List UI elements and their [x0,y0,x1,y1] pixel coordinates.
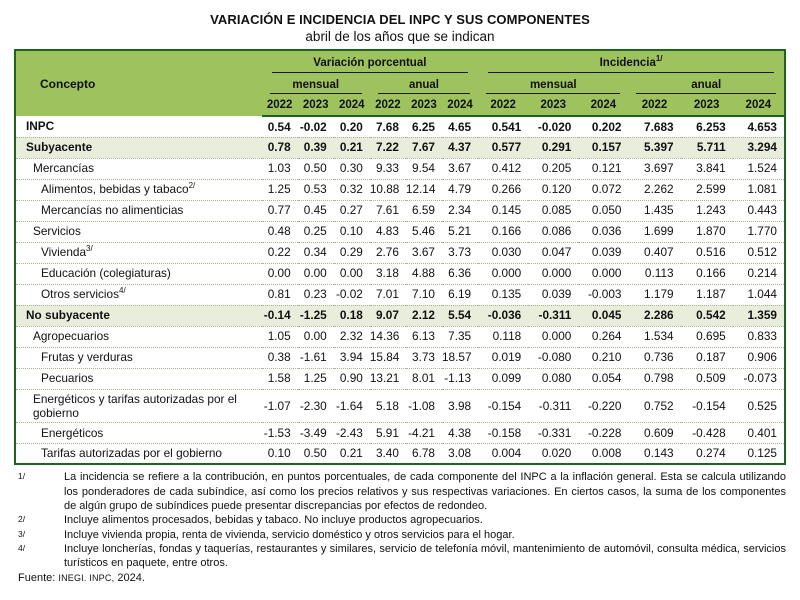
cell-value: 2.32 [334,326,370,347]
cell-value: 0.21 [334,137,370,158]
cell-value: -0.311 [528,389,578,422]
cell-value: 1.081 [733,179,785,200]
cell-value: 0.90 [334,368,370,389]
table-row [15,263,785,284]
cell-value: 0.264 [578,326,628,347]
concept-label: Pecuarios [41,371,94,386]
cell-value: 0.166 [681,263,733,284]
cell-value: 3.73 [442,242,478,263]
source-year: 2024. [117,572,145,585]
concept-label: Alimentos, bebidas y tabaco [41,182,189,197]
cell-value: 0.81 [262,284,298,305]
cell-value: 0.38 [262,347,298,368]
cell-value: 0.039 [578,242,628,263]
cell-value: 0.113 [628,263,680,284]
cell-value: 1.05 [262,326,298,347]
concept-label: Frutas y verduras [41,350,133,365]
cell-value: 0.752 [628,389,680,422]
year-header: 2024 [578,95,628,116]
cell-value: -0.220 [578,389,628,422]
cell-value: 0.019 [478,347,528,368]
cell-value: 0.187 [681,347,733,368]
cell-value: -0.073 [733,368,785,389]
cell-value: 7.01 [370,284,406,305]
cell-value: 0.202 [591,119,622,134]
cell-value: -0.02 [299,119,327,134]
cell-value: -0.158 [478,422,528,443]
cell-value: 7.683 [644,119,674,134]
cell-value: 2.76 [370,242,406,263]
year-header: 2023 [298,95,334,116]
year-header: 2023 [406,95,442,116]
footnote-marker: 1/ [18,471,26,482]
subgroup-header-mensual-variacion: mensual [262,74,370,95]
cell-value: 0.047 [528,242,578,263]
table-row [15,242,785,263]
row-concept [15,137,262,158]
cell-value: 10.88 [370,179,406,200]
cell-value: 0.18 [334,305,370,326]
cell-value: 5.54 [442,305,478,326]
cell-value: 6.78 [406,443,442,464]
cell-value: 4.83 [370,221,406,242]
concept-label: Energéticos y tarifas autorizadas por el gobierno [33,391,237,420]
cell-value: 7.35 [442,326,478,347]
cell-value: 1.435 [628,200,680,221]
concept-footnote-marker: 4/ [119,286,126,296]
table-row [15,179,785,200]
group-header-variacion [262,50,479,74]
cell-value: 5.91 [370,422,406,443]
cell-value: 0.833 [733,326,785,347]
cell-value: -0.003 [578,284,628,305]
cell-value: -1.13 [442,368,478,389]
footnotes [14,470,786,585]
cell-value: 0.798 [628,368,680,389]
cell-value: 0.000 [528,263,578,284]
year-header: 2023 [528,95,578,116]
cell-value: 3.98 [442,389,478,422]
cell-value: 0.118 [478,326,528,347]
cell-value: 1.870 [681,221,733,242]
cell-value: 0.401 [733,422,785,443]
cell-value: 7.68 [375,119,399,134]
cell-value: 7.67 [406,137,442,158]
cell-value: 8.01 [406,368,442,389]
row-concept [15,305,262,326]
table-row [15,200,785,221]
cell-value: -0.020 [537,119,572,134]
row-concept [15,158,262,179]
cell-value: -0.331 [528,422,578,443]
cell-value: 0.274 [681,443,733,464]
cell-value: 2.34 [442,200,478,221]
concept-label: Mercancías no alimenticias [41,203,184,218]
cell-value: 0.205 [528,158,578,179]
cell-value: 4.79 [442,179,478,200]
cell-value: 0.00 [262,263,298,284]
cell-value: 6.25 [412,119,435,134]
row-concept [15,284,262,305]
cell-value: 0.609 [628,422,680,443]
cell-value: 2.599 [681,179,733,200]
table-header [15,50,785,116]
cell-value: 0.045 [578,305,628,326]
cell-value: 0.541 [491,119,522,134]
cell-value: 6.59 [406,200,442,221]
cell-value: 0.135 [478,284,528,305]
cell-value: 0.00 [334,263,370,284]
concept-label: Otros servicios [41,287,120,302]
cell-value: 5.46 [406,221,442,242]
table-row [15,116,785,137]
concept-label: No subyacente [26,308,110,323]
cell-value: 1.187 [681,284,733,305]
cell-value: 1.58 [262,368,298,389]
cell-value: 0.39 [298,137,334,158]
cell-value: 0.54 [267,119,291,134]
cell-value: 2.12 [406,305,442,326]
subgroup-header-mensual-incidencia: mensual [478,74,628,95]
inpc-table [14,49,786,465]
cell-value: 1.179 [628,284,680,305]
cell-value: 0.125 [733,443,785,464]
group-label: Variación porcentual [313,56,427,69]
footnote-text: Incluye alimentos procesados, bebidas y tabaco. No incluye productos agropecuarios. [64,514,483,527]
cell-value: 3.67 [442,158,478,179]
cell-value: 1.699 [628,221,680,242]
cell-value: 1.534 [628,326,680,347]
footnotes-list [14,470,786,570]
row-concept [15,116,262,137]
cell-value: 3.294 [733,137,785,158]
cell-value: 0.121 [578,158,628,179]
row-concept [15,263,262,284]
concept-label: Tarifas autorizadas por el gobierno [41,446,222,461]
cell-value: 18.57 [442,347,478,368]
cell-value: 6.253 [696,119,726,134]
cell-value: -2.30 [298,389,334,422]
cell-value: -0.036 [478,305,528,326]
table-row [15,137,785,158]
cell-value: 0.34 [298,242,334,263]
cell-value: 0.27 [334,200,370,221]
cell-value: 3.08 [442,443,478,464]
cell-value: 0.509 [681,368,733,389]
cell-value: 14.36 [370,326,406,347]
cell-value: 0.080 [528,368,578,389]
cell-value: 5.21 [442,221,478,242]
cell-value: -1.07 [262,389,298,422]
cell-value: 0.525 [733,389,785,422]
concept-footnote-marker: 3/ [86,244,93,254]
table-row [15,389,785,422]
cell-value: 0.039 [528,284,578,305]
cell-value: 7.22 [370,137,406,158]
cell-value: -0.154 [681,389,733,422]
cell-value: 6.19 [442,284,478,305]
cell-value: 3.841 [681,158,733,179]
row-concept [15,347,262,368]
cell-value: 0.145 [478,200,528,221]
cell-value: 3.73 [406,347,442,368]
table-row [15,326,785,347]
cell-value: 0.412 [478,158,528,179]
cell-value: 0.030 [478,242,528,263]
row-concept [15,368,262,389]
year-header: 2024 [733,95,785,116]
footnote [14,513,786,527]
row-concept [15,242,262,263]
table-row [15,305,785,326]
cell-value: -0.311 [528,305,578,326]
cell-value: 1.044 [733,284,785,305]
table-row [15,422,785,443]
cell-value: 7.61 [370,200,406,221]
cell-value: -1.08 [406,389,442,422]
cell-value: 0.23 [298,284,334,305]
concept-label: Agropecuarios [33,329,110,344]
footnote-text: Incluye vivienda propia, renta de vivienda, servicio doméstico y otros servicios para el hogar. [64,528,515,541]
cell-value: 0.77 [262,200,298,221]
concept-footnote-marker: 2/ [188,181,196,191]
page-title: VARIACIÓN E INCIDENCIA DEL INPC Y SUS COMPONENTES [210,12,590,27]
table-body [15,116,785,464]
subgroup-header-anual-incidencia: anual [628,74,785,95]
footnote-marker: 4/ [18,542,26,553]
row-concept [15,221,262,242]
cell-value: 3.94 [334,347,370,368]
cell-value: 0.143 [628,443,680,464]
cell-value: 4.65 [448,119,472,134]
cell-value: -1.64 [334,389,370,422]
column-header-concepto: Concepto [15,50,262,116]
cell-value: 0.20 [339,119,363,134]
footnote-marker: 2/ [18,514,26,525]
year-header: 2022 [628,95,680,116]
cell-value: 0.50 [298,158,334,179]
cell-value: 0.072 [578,179,628,200]
footnote [14,528,786,542]
cell-value: 4.38 [442,422,478,443]
cell-value: 6.36 [442,263,478,284]
cell-value: 0.210 [578,347,628,368]
concept-label: INPC [26,119,55,134]
cell-value: 0.45 [298,200,334,221]
table-row [15,368,785,389]
cell-value: 0.099 [478,368,528,389]
cell-value: -4.21 [406,422,442,443]
concept-label: Energéticos [41,425,104,440]
subgroup-header-anual-variacion: anual [370,74,478,95]
row-concept [15,200,262,221]
cell-value: 0.000 [578,263,628,284]
cell-value: 0.00 [298,263,334,284]
table-row [15,443,785,464]
table-row [15,158,785,179]
cell-value: 0.50 [298,443,334,464]
cell-value: 0.577 [478,137,528,158]
cell-value: 0.30 [334,158,370,179]
cell-value: 12.14 [406,179,442,200]
concept-label: Mercancías [33,161,94,176]
cell-value: 0.120 [528,179,578,200]
row-concept [15,422,262,443]
cell-value: 0.054 [578,368,628,389]
cell-value: 0.214 [733,263,785,284]
cell-value: 0.736 [628,347,680,368]
cell-value: 0.407 [628,242,680,263]
cell-value: 7.10 [406,284,442,305]
cell-value: 0.10 [334,221,370,242]
cell-value: 2.262 [628,179,680,200]
concept-label: Vivienda [41,245,87,260]
cell-value: 0.00 [298,326,334,347]
cell-value: 0.516 [681,242,733,263]
year-header: 2024 [442,95,478,116]
year-header: 2024 [334,95,370,116]
cell-value: 1.243 [681,200,733,221]
footnote-text: Incluye loncherías, fondas y taquerías, restaurantes y similares, servicio de telefonía móvil, mantenimiento de automóvil, consulta médica, servicios turísticos en paquete, entre otros. [64,542,786,570]
cell-value: 6.13 [406,326,442,347]
cell-value: 0.512 [733,242,785,263]
source-agency: INEGI. INPC, [58,573,115,584]
concept-label: Servicios [33,224,81,239]
year-header: 2022 [262,95,298,116]
cell-value: -0.080 [528,347,578,368]
row-concept [15,443,262,464]
cell-value: 5.18 [370,389,406,422]
cell-value: -3.49 [298,422,334,443]
cell-value: 0.53 [298,179,334,200]
cell-value: -0.02 [334,284,370,305]
cell-value: 0.050 [578,200,628,221]
table-row [15,221,785,242]
year-header: 2022 [370,95,406,116]
cell-value: 0.695 [681,326,733,347]
cell-value: 0.22 [262,242,298,263]
cell-value: 0.004 [478,443,528,464]
group-sup: 1/ [655,53,663,63]
cell-value: -2.43 [334,422,370,443]
cell-value: 0.291 [528,137,578,158]
cell-value: 0.21 [334,443,370,464]
cell-value: 0.008 [578,443,628,464]
cell-value: 0.48 [262,221,298,242]
group-header-incidencia [478,50,785,74]
cell-value: 0.085 [528,200,578,221]
cell-value: 0.166 [478,221,528,242]
cell-value: 4.653 [747,119,777,134]
cell-value: 0.266 [478,179,528,200]
cell-value: 15.84 [370,347,406,368]
cell-value: 0.000 [478,263,528,284]
cell-value: -0.14 [262,305,298,326]
cell-value: 9.33 [370,158,406,179]
cell-value: 0.542 [681,305,733,326]
cell-value: 1.770 [733,221,785,242]
concept-label: Subyacente [26,140,93,155]
cell-value: 0.32 [334,179,370,200]
cell-value: 0.906 [733,347,785,368]
footnote-text: La incidencia se refiere a la contribución, en puntos porcentuales, de cada componente del INPC a la inflación general. Esta se calcula utilizando los ponderadores de cada subíndice, así como los precios relativos y sus respectivas variaciones. En ciertos casos, la suma de los componentes de algún grupo de subíndices puede presentar discrepancias por efectos de redondeo. [64,471,786,512]
cell-value: 3.67 [406,242,442,263]
footnote [14,542,786,571]
cell-value: 4.37 [442,137,478,158]
cell-value: 5.711 [681,137,733,158]
cell-value: 1.359 [733,305,785,326]
cell-value: 0.020 [528,443,578,464]
cell-value: 2.286 [628,305,680,326]
cell-value: -1.25 [298,305,334,326]
footnote-marker: 3/ [18,528,26,539]
cell-value: 9.54 [406,158,442,179]
cell-value: 3.40 [370,443,406,464]
group-label: Incidencia [599,56,656,69]
concept-label: Educación (colegiaturas) [41,266,171,281]
cell-value: 13.21 [370,368,406,389]
footnote [14,470,786,513]
cell-value: 0.036 [578,221,628,242]
cell-value: 3.18 [370,263,406,284]
cell-value: 0.10 [262,443,298,464]
cell-value: -1.61 [298,347,334,368]
cell-value: 9.07 [370,305,406,326]
cell-value: -1.53 [262,422,298,443]
source-label: Fuente: [18,572,56,585]
cell-value: 0.29 [334,242,370,263]
row-concept [15,389,262,422]
table-row [15,347,785,368]
cell-value: -0.428 [681,422,733,443]
cell-value: 0.25 [298,221,334,242]
cell-value: 3.697 [628,158,680,179]
cell-value: 1.25 [262,179,298,200]
cell-value: 1.524 [733,158,785,179]
source-line [14,571,786,585]
cell-value: 0.443 [733,200,785,221]
table-row [15,284,785,305]
page-subtitle: abril de los años que se indican [305,29,495,44]
cell-value: 4.88 [406,263,442,284]
row-concept [15,179,262,200]
cell-value: 0.157 [578,137,628,158]
row-concept [15,326,262,347]
cell-value: 1.25 [298,368,334,389]
cell-value: -0.154 [478,389,528,422]
cell-value: 0.78 [262,137,298,158]
cell-value: 1.03 [262,158,298,179]
year-header: 2023 [681,95,733,116]
cell-value: 0.086 [528,221,578,242]
cell-value: 5.397 [628,137,680,158]
cell-value: 0.000 [528,326,578,347]
year-header: 2022 [478,95,528,116]
cell-value: -0.228 [578,422,628,443]
